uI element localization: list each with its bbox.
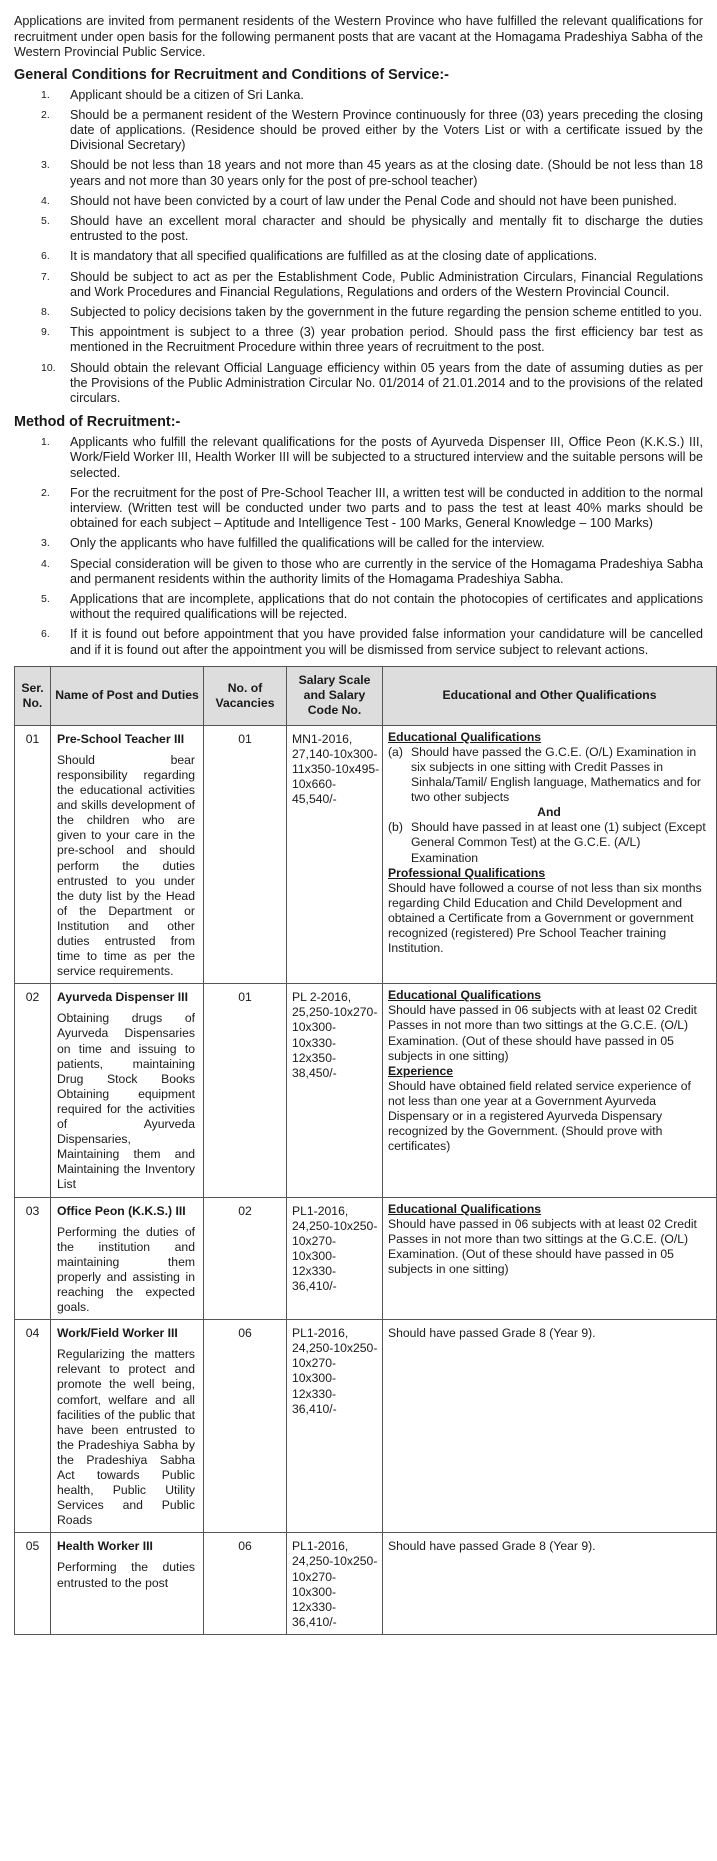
- item-text: Special consideration will be given to those who are currently in the service of the Homagama Pradeshiya Sabha and permanent residents within the authority limits of the Homagama Pradeshiya Sabha.: [70, 556, 703, 586]
- table-row: [15, 725, 717, 984]
- post-duties: Performing the duties of the institution and maintaining them properly and assisting in reaching the expected goals.: [57, 1224, 195, 1315]
- item-number: 8.: [41, 305, 50, 318]
- post-duties: Regularizing the matters relevant to protect and promote the well being, comfort, welfare and all facilities of the public that have been entrusted to the Pradeshiya Sabha by the Pradeshiya Sabha Act towards Public health, Public Utility Services and Public Roads: [57, 1347, 195, 1528]
- qualifications-text: Should have passed Grade 8 (Year 9).: [383, 1320, 717, 1533]
- item-number: 5.: [41, 592, 50, 605]
- general-conditions-heading: General Conditions for Recruitment and Conditions of Service:-: [14, 66, 449, 83]
- item-text: Subjected to policy decisions taken by the government in the future regarding the pension scheme entitled to you.: [70, 304, 703, 319]
- list-item: [14, 194, 703, 209]
- table-row: [15, 1533, 717, 1635]
- qualifications-cell: [383, 725, 717, 984]
- post-duties: Should bear responsibility regarding the educational activities and skills development of the children who are given to your care in the pre-school and should perform the duties entrusted to you under the duty list by the Head of the Department or Institution and other duties entrusted from time to time as per the service requirements.: [57, 752, 195, 979]
- table-row: [15, 1320, 717, 1533]
- ser-no: 03: [15, 1197, 51, 1320]
- list-item: [14, 108, 703, 154]
- list-item: [14, 486, 703, 532]
- header-post-name: Name of Post and Duties: [51, 666, 204, 725]
- list-item: [14, 249, 703, 264]
- item-text: Should obtain the relevant Official Language efficiency within 05 years from the date of assuming duties as per the Provisions of the Public Administration Circular No. 01/2014 of 21.01.2014 and to the provisions of the related circulars.: [70, 360, 703, 405]
- post-name: Work/Field Worker III: [57, 1326, 178, 1341]
- ser-no: 02: [15, 984, 51, 1197]
- post-name: Health Worker III: [57, 1539, 153, 1554]
- item-text: Should have an excellent moral character and should be physically and mentally fit to discharge the duties entrusted to the post.: [70, 213, 703, 244]
- header-qualifications: Educational and Other Qualifications: [383, 666, 717, 725]
- item-number: 1.: [41, 436, 50, 449]
- post-name: Ayurveda Dispenser III: [57, 990, 188, 1005]
- ser-no: 05: [15, 1533, 51, 1635]
- header-ser-no: Ser. No.: [15, 666, 51, 725]
- experience-text: Should have obtained field related service experience of not less than one year at a Government Ayurveda Dispensary or in a registered Ayurveda Dispensary recognized by the Government. (Should prove with certificates): [388, 1078, 691, 1154]
- method-heading: Method of Recruitment:-: [14, 414, 181, 431]
- item-number: 4.: [41, 194, 50, 207]
- professional-qualifications-text: Should have followed a course of not less than six months regarding Child Education and Child Development and obtained a Certificate from a Government or government recognized (registered) Pre School Teacher training Institution.: [388, 880, 702, 956]
- post-cell: [51, 725, 204, 984]
- qualification-label: (b): [388, 820, 403, 835]
- list-item: [14, 158, 703, 188]
- salary-scale: MN1-2016, 27,140-10x300-11x350-10x495-10x660-45,540/-: [287, 725, 383, 984]
- educational-qualifications-heading: Educational Qualifications: [388, 988, 542, 1003]
- item-number: 4.: [41, 557, 50, 570]
- qualification-text: Should have passed in at least one (1) subject (Except General Common Test) at the G.C.E. (A/L) Examination: [411, 820, 706, 865]
- ser-no: 01: [15, 725, 51, 984]
- list-item: [14, 214, 703, 244]
- experience-heading: Experience: [388, 1063, 454, 1078]
- list-item: [14, 557, 703, 587]
- post-cell: [51, 984, 204, 1197]
- item-text: It is mandatory that all specified qualifications are fulfilled as at the closing date of applications.: [70, 249, 598, 264]
- item-text: Applicants who fulfill the relevant qualifications for the posts of Ayurveda Dispenser III, Office Peon (K.K.S.) III, Work/Field Worker III, Health Worker III will be subjected to a structured interview and the suitable persons will be selected.: [70, 435, 703, 480]
- salary-scale: PL1-2016, 24,250-10x250-10x270-10x300-12x330-36,410/-: [287, 1197, 383, 1320]
- item-text: This appointment is subject to a three (3) year probation period. Should pass the first efficiency bar test as mentioned in the Recruitment Procedure within three years of recruitment to the post.: [70, 325, 703, 355]
- post-duties: Obtaining drugs of Ayurveda Dispensaries on time and issuing to patients, maintaining Drug Stock Books Obtaining equipment required for the activities of Ayurveda Dispensaries, Maintaining them and Maintaining the Inventory List: [57, 1011, 195, 1192]
- header-vacancies: No. of Vacancies: [204, 666, 287, 725]
- item-text: Applications that are incomplete, applications that do not contain the photocopies of certificates and applications without the required qualifications will be rejected.: [70, 591, 703, 622]
- educational-qualifications-heading: Educational Qualifications: [388, 1201, 542, 1216]
- educational-qualifications-text: Should have passed in 06 subjects with at least 02 Credit Passes in not more than two sittings at the G.C.E. (O/L) Examination. (Out of these should have passed in 05 subjects in one sitting): [388, 1003, 697, 1063]
- qualifications-cell: [383, 984, 717, 1197]
- item-text: For the recruitment for the post of Pre-School Teacher III, a written test will be conducted in addition to the normal interview. (Written test will be conducted under two parts and to pass the test at least 40% marks should be obtained for each subject – Aptitude and Intelligence Test - 100 Marks, General Knowledge – 100 Marks): [70, 485, 703, 531]
- item-number: 6.: [41, 250, 50, 263]
- qualifications-cell: [383, 1197, 717, 1320]
- post-cell: [51, 1320, 204, 1533]
- item-number: 1.: [41, 88, 50, 101]
- post-name: Pre-School Teacher III: [57, 731, 185, 746]
- ser-no: 04: [15, 1320, 51, 1533]
- qualifications-text: Should have passed Grade 8 (Year 9).: [383, 1533, 717, 1635]
- list-item: [14, 88, 703, 103]
- list-item: [14, 270, 703, 300]
- item-text: Applicant should be a citizen of Sri Lanka.: [70, 87, 304, 102]
- post-cell: [51, 1197, 204, 1320]
- list-item: [14, 592, 703, 622]
- header-salary: Salary Scale and Salary Code No.: [287, 666, 383, 725]
- item-number: 6.: [41, 628, 50, 641]
- qualification-b: [388, 820, 710, 865]
- item-text: Should be a permanent resident of the Western Province continuously for three (03) years preceding the closing date of applications. (Residence should be proved either by the Voters List or with a certificate issued by the Divisional Secretary): [70, 107, 703, 153]
- post-cell: [51, 1533, 204, 1635]
- list-item: [14, 627, 703, 657]
- item-text: If it is found out before appointment that you have provided false information your candidature will be cancelled and if it is found out after the appointment you will be dismissed from service subject to relevant actions.: [70, 627, 703, 657]
- item-text: Should be subject to act as per the Establishment Code, Public Administration Circulars, Financial Regulations and Work Procedures and Financial Regulations, Regulations and orders of the Western Provincial Council.: [70, 269, 703, 299]
- salary-scale: PL 2-2016, 25,250-10x270-10x300-10x330-12x350-38,450/-: [287, 984, 383, 1197]
- item-number: 3.: [41, 159, 50, 172]
- vacancies: 02: [204, 1197, 287, 1320]
- post-duties: Performing the duties entrusted to the post: [57, 1560, 195, 1590]
- and-connector: And: [537, 805, 561, 820]
- item-number: 2.: [41, 108, 50, 121]
- intro-paragraph: Applications are invited from permanent residents of the Western Province who have fulfilled the relevant qualifications for recruitment under open basis for the following permanent posts that are vacant at the Homagama Pradeshiya Sabha of the Western Provincial Public Service.: [14, 14, 703, 59]
- item-number: 9.: [41, 326, 50, 339]
- salary-scale: PL1-2016, 24,250-10x250-10x270-10x300-12x330-36,410/-: [287, 1533, 383, 1635]
- qualification-text: Should have passed the G.C.E. (O/L) Examination in six subjects in one sitting with Credit Passes in Sinhala/Tamil/ English language, Mathematics and for two other subjects: [411, 744, 701, 805]
- table-row: [15, 984, 717, 1197]
- educational-qualifications-heading: Educational Qualifications: [388, 729, 542, 744]
- method-list: [14, 435, 703, 658]
- general-conditions-list: [14, 88, 703, 407]
- posts-table: [14, 666, 717, 1635]
- item-text: Should be not less than 18 years and not more than 45 years as at the closing date. (Should be not less than 18 years and not more than 30 years only for the post of pre-school teacher): [70, 158, 703, 188]
- professional-qualifications-heading: Professional Qualifications: [388, 865, 546, 880]
- vacancies: 06: [204, 1320, 287, 1533]
- item-number: 10.: [41, 361, 56, 374]
- post-name: Office Peon (K.K.S.) III: [57, 1203, 186, 1218]
- item-number: 7.: [41, 270, 50, 283]
- list-item: [14, 536, 703, 551]
- list-item: [14, 361, 703, 407]
- vacancies: 06: [204, 1533, 287, 1635]
- list-item: [14, 435, 703, 481]
- item-text: Only the applicants who have fulfilled the qualifications will be called for the interview.: [70, 536, 545, 551]
- table-header-row: [15, 666, 717, 725]
- list-item: [14, 305, 703, 320]
- item-number: 5.: [41, 214, 50, 227]
- salary-scale: PL1-2016, 24,250-10x250-10x270-10x300-12x330-36,410/-: [287, 1320, 383, 1533]
- qualification-a: [388, 745, 710, 805]
- list-item: [14, 325, 703, 355]
- vacancies: 01: [204, 725, 287, 984]
- qualification-label: (a): [388, 744, 403, 759]
- item-text: Should not have been convicted by a court of law under the Penal Code and should not have been punished.: [70, 193, 678, 208]
- educational-qualifications-text: Should have passed in 06 subjects with at least 02 Credit Passes in not more than two sittings at the G.C.E. (O/L) Examination. (Out of these should have passed in 05 subjects in one sitting): [388, 1216, 697, 1276]
- item-number: 2.: [41, 486, 50, 499]
- item-number: 3.: [41, 537, 50, 550]
- table-row: [15, 1197, 717, 1320]
- vacancies: 01: [204, 984, 287, 1197]
